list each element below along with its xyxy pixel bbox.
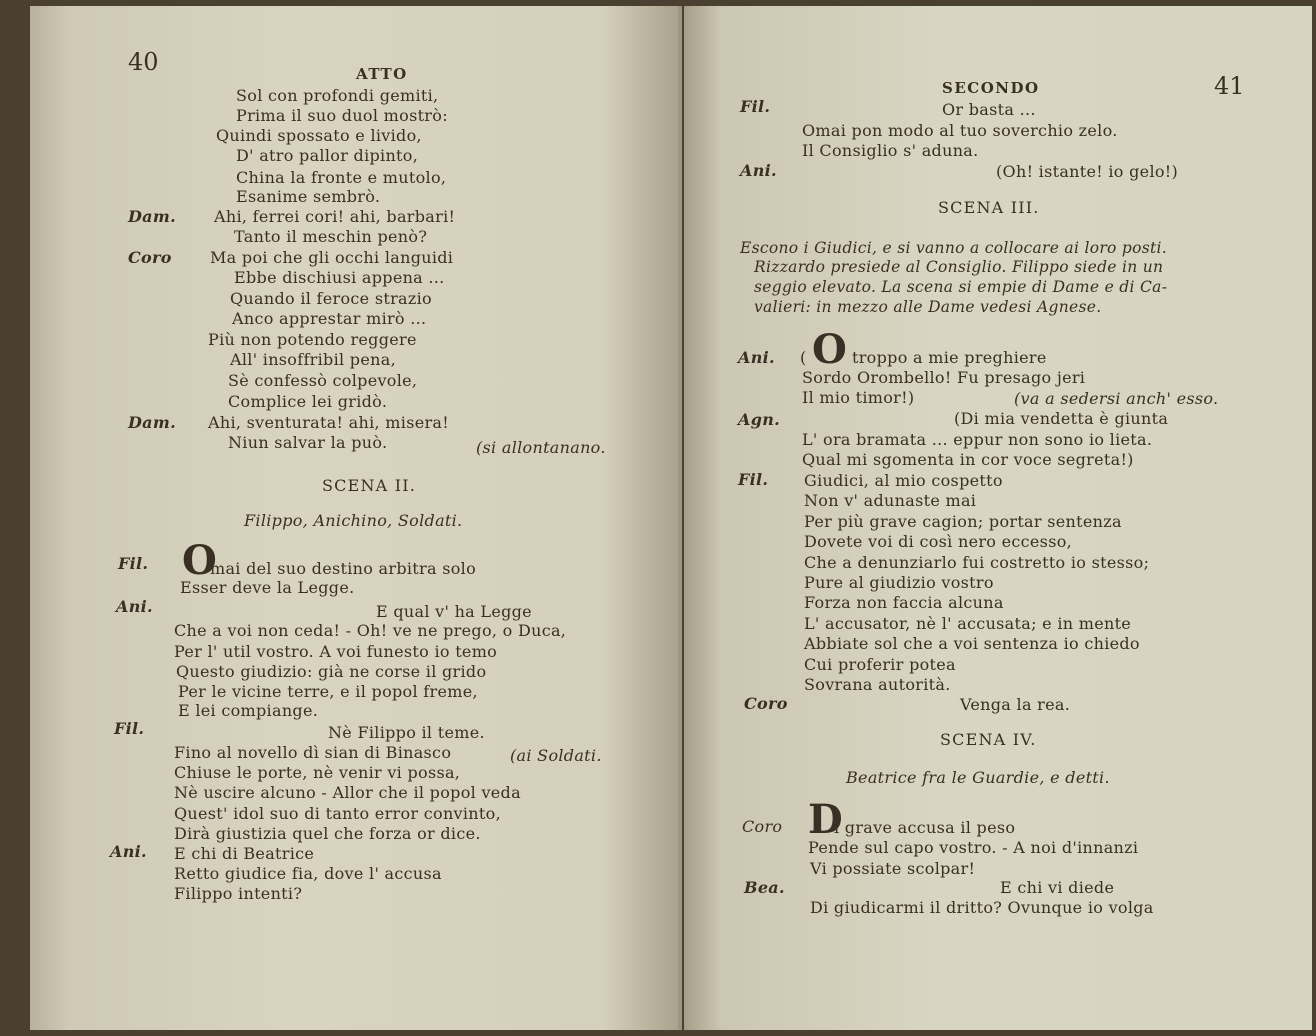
verse-line: Ebbe dischiusi appena ... [234, 268, 445, 287]
verse-line: Di giudicarmi il dritto? Ovunque io volga [810, 898, 1154, 917]
verse-line: Dirà giustizia quel che forza or dice. [174, 824, 481, 843]
verse-line: Retto giudice fia, dove l' accusa [174, 864, 442, 883]
verse-line: Quest' idol suo di tanto error convinto, [174, 804, 501, 823]
stage-direction: seggio elevato. La scena si empie di Dame e di Ca- [754, 278, 1168, 296]
speaker-label: Agn. [738, 410, 781, 429]
scene-characters: Beatrice fra le Guardie, e detti. [846, 768, 1110, 787]
verse-line: Fino al novello dì sian di Binasco [174, 743, 452, 762]
drop-capital: O [182, 537, 217, 584]
page-number: 41 [1214, 72, 1245, 100]
verse-line: Filippo intenti? [174, 884, 303, 903]
verse-line: (Oh! istante! io gelo!) [996, 162, 1179, 181]
page-number: 40 [128, 48, 159, 76]
verse-line: Sè confessò colpevole, [228, 371, 418, 390]
verse-line: Il Consiglio s' aduna. [802, 141, 979, 160]
verse-line: E lei compiange. [178, 701, 319, 720]
verse-line: Non v' adunaste mai [804, 491, 977, 511]
verse-line: mai del suo destino arbitra solo [210, 559, 476, 578]
verse-line: All' insoffribil pena, [230, 350, 396, 369]
speaker-label: Coro [744, 694, 788, 713]
verse-line: Prima il suo duol mostrò: [236, 106, 448, 125]
speaker-label: Ani. [738, 348, 775, 367]
verse-line: D' atro pallor dipinto, [236, 146, 419, 165]
speaker-label: Coro [742, 817, 783, 836]
verse-line: Cui proferir potea [804, 654, 956, 674]
verse-line: Giudici, al mio cospetto [804, 471, 1003, 490]
verse-line: Per più grave cagion; portar sentenza [804, 511, 1122, 531]
verse-line: Per le vicine terre, e il popol freme, [178, 682, 478, 701]
verse-line: Or basta ... [942, 100, 1036, 119]
speaker-label: Bea. [744, 878, 785, 897]
verse-line: L' ora bramata ... eppur non sono io lieta. [802, 430, 1153, 449]
verse-line: Ma poi che gli occhi languidi [210, 248, 454, 267]
speaker-label: Dam. [128, 413, 176, 432]
running-head: ATTO [356, 65, 408, 83]
speaker-label: Ani. [740, 161, 777, 180]
speaker-label: Fil. [738, 470, 769, 489]
verse-line: Chiuse le porte, nè venir vi possa, [174, 763, 461, 782]
speaker-label: Coro [128, 248, 172, 267]
stage-direction: valieri: in mezzo alle Dame vedesi Agnese. [754, 298, 1102, 316]
verse-line: Venga la rea. [960, 695, 1071, 714]
speaker-label: Ani. [110, 842, 147, 861]
verse-line: Quindi spossato e livido, [216, 126, 422, 145]
verse-line: Sovrana autorità. [804, 675, 951, 694]
verse-line: Ahi, ferrei cori! ahi, barbari! [214, 207, 456, 226]
running-head: SECONDO [942, 79, 1040, 97]
verse-line: Esanime sembrò. [236, 187, 381, 206]
verse-line: Dovete voi di così nero eccesso, [804, 532, 1073, 552]
verse-line: Più non potendo reggere [208, 330, 417, 349]
speaker-label: Fil. [740, 97, 771, 116]
speaker-label: Fil. [118, 554, 149, 573]
drop-capital: D [808, 796, 843, 843]
verse-line: troppo a mie preghiere [852, 348, 1047, 367]
verse-line: L' accusator, nè l' accusata; e in mente [804, 613, 1132, 633]
verse-line: Abbiate sol che a voi sentenza io chiedo [804, 634, 1140, 654]
verse-line: Pure al giudizio vostro [804, 573, 994, 592]
verse-line: China la fronte e mutolo, [236, 168, 447, 187]
scene-title: SCENA IV. [940, 730, 1037, 749]
right-page [684, 6, 1312, 1030]
verse-line: Che a voi non ceda! - Oh! ve ne prego, o Duca, [174, 621, 567, 640]
stage-direction: (si allontanano. [476, 438, 606, 457]
verse-line: Il mio timor!) [802, 388, 915, 407]
verse-line: Complice lei gridò. [228, 392, 388, 411]
verse-line: Questo giudizio: già ne corse il grido [176, 662, 487, 681]
verse-line: Sordo Orombello! Fu presago jeri [802, 368, 1086, 387]
verse-line: Ahi, sventurata! ahi, misera! [208, 413, 449, 432]
stage-direction: Escono i Giudici, e si vanno a collocare ai loro posti. [740, 239, 1168, 257]
verse-line: Tanto il meschin penò? [234, 227, 428, 246]
drop-capital: O [812, 326, 847, 373]
scene-title: SCENA III. [938, 198, 1040, 217]
verse-line: Nè Filippo il teme. [328, 723, 485, 742]
verse-line: (Di mia vendetta è giunta [954, 409, 1169, 428]
verse-line: i grave accusa il peso [834, 818, 1016, 837]
verse-line: Pende sul capo vostro. - A noi d'innanzi [808, 838, 1139, 857]
stage-direction: (ai Soldati. [510, 746, 602, 765]
verse-line: E chi di Beatrice [174, 844, 315, 863]
paren: ( [800, 348, 807, 367]
verse-line: Forza non faccia alcuna [804, 593, 1004, 613]
verse-line: Che a denunziarlo fui costretto io stesso; [804, 552, 1150, 572]
verse-line: Omai pon modo al tuo soverchio zelo. [802, 121, 1118, 140]
verse-line: Sol con profondi gemiti, [236, 86, 439, 105]
verse-line: Qual mi sgomenta in cor voce segreta!) [802, 450, 1134, 469]
verse-line: Niun salvar la può. [228, 433, 388, 452]
stage-direction: (va a sedersi anch' esso. [1014, 389, 1219, 408]
speaker-label: Dam. [128, 207, 176, 226]
scene-title: SCENA II. [322, 476, 417, 495]
verse-line: Quando il feroce strazio [230, 289, 432, 308]
scene-characters: Filippo, Anichino, Soldati. [244, 511, 463, 530]
stage-direction: Rizzardo presiede al Consiglio. Filippo siede in un [754, 258, 1164, 276]
verse-line: Per l' util vostro. A voi funesto io temo [174, 642, 498, 661]
verse-line: Esser deve la Legge. [180, 578, 355, 597]
verse-line: E chi vi diede [1000, 878, 1115, 897]
verse-line: E qual v' ha Legge [376, 602, 532, 621]
speaker-label: Ani. [116, 597, 153, 616]
verse-line: Vi possiate scolpar! [810, 859, 976, 878]
verse-line: Nè uscire alcuno - Allor che il popol veda [174, 783, 521, 802]
speaker-label: Fil. [114, 719, 145, 738]
left-page [30, 6, 682, 1030]
verse-line: Anco apprestar mirò ... [232, 309, 427, 328]
